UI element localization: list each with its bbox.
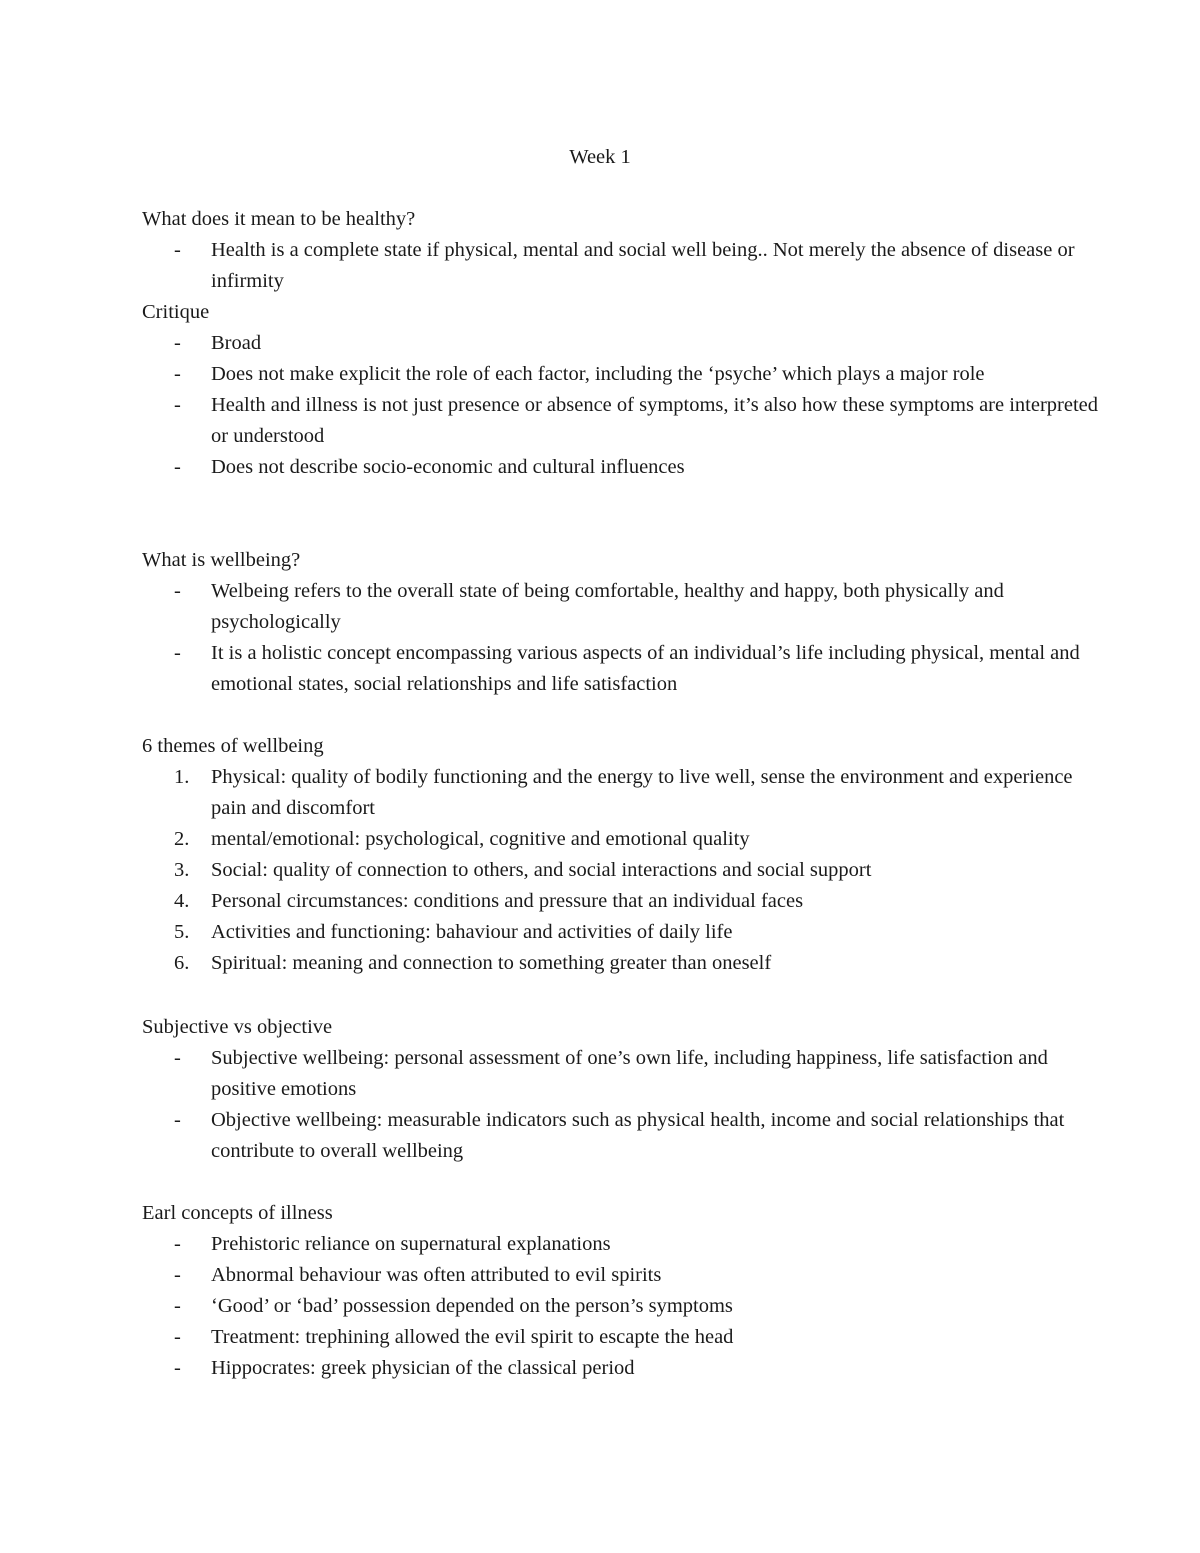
bullet-marker: - (174, 580, 181, 602)
list-item-text: mental/emotional: psychological, cognitive and emotional quality (211, 828, 750, 850)
section-heading: 6 themes of wellbeing (142, 735, 324, 757)
list-item-text: Activities and functioning: bahaviour and activities of daily life (211, 921, 733, 943)
number-marker: 3. (174, 859, 190, 881)
list-item (142, 1291, 1102, 1322)
list-item-text: Health is a complete state if physical, mental and social well being.. Not merely the absence of disease or infirmity (211, 239, 1075, 292)
list-item-text: Health and illness is not just presence or absence of symptoms, it’s also how these symptoms are interpreted or understood (211, 394, 1099, 447)
section-early-concepts (142, 1198, 1102, 1384)
bullet-marker: - (174, 1109, 181, 1131)
list-item (142, 1229, 1102, 1260)
list-item (142, 328, 1102, 359)
section-wellbeing (142, 545, 1102, 700)
section-heading: Critique (142, 301, 210, 323)
bullet-marker: - (174, 1295, 181, 1317)
list-item (142, 1260, 1102, 1291)
list-item-text: Does not describe socio-economic and cultural influences (211, 456, 685, 478)
number-marker: 6. (174, 952, 190, 974)
section-heading: What is wellbeing? (142, 549, 301, 571)
bullet-marker: - (174, 332, 181, 354)
list-item (142, 1043, 1102, 1105)
list-item-text: Prehistoric reliance on supernatural explanations (211, 1233, 611, 1255)
number-marker: 2. (174, 828, 190, 850)
bullet-marker: - (174, 1047, 181, 1069)
list-item (142, 576, 1102, 638)
list-item (142, 1322, 1102, 1353)
list-item (142, 886, 1102, 917)
list-item-text: Subjective wellbeing: personal assessment of one’s own life, including happiness, life satisfaction and positive emotions (211, 1047, 1048, 1100)
list-item-text: Welbeing refers to the overall state of being comfortable, healthy and happy, both physically and psychologically (211, 580, 1004, 633)
bullet-marker: - (174, 363, 181, 385)
bullet-marker: - (174, 239, 181, 261)
list-item-text: Abnormal behaviour was often attributed to evil spirits (211, 1264, 662, 1286)
list-item-text: Physical: quality of bodily functioning and the energy to live well, sense the environment and experience pain and discomfort (211, 766, 1073, 819)
list-item (142, 390, 1102, 452)
section-heading: Earl concepts of illness (142, 1202, 333, 1224)
list-item-text: Does not make explicit the role of each factor, including the ‘psyche’ which plays a major role (211, 363, 985, 385)
list-item-text: Personal circumstances: conditions and pressure that an individual faces (211, 890, 804, 912)
section-heading: Subjective vs objective (142, 1016, 333, 1038)
list-item-text: Spiritual: meaning and connection to something greater than oneself (211, 952, 772, 974)
list-item-text: Social: quality of connection to others, and social interactions and social support (211, 859, 872, 881)
section-subjective-objective (142, 1012, 1102, 1167)
list-item (142, 638, 1102, 700)
section-six-themes (142, 731, 1102, 979)
list-item (142, 1105, 1102, 1167)
section-healthy (142, 204, 1102, 297)
number-marker: 1. (174, 766, 190, 788)
bullet-marker: - (174, 642, 181, 664)
list-item (142, 917, 1102, 948)
bullet-marker: - (174, 394, 181, 416)
bullet-marker: - (174, 1326, 181, 1348)
list-item (142, 948, 1102, 979)
bullet-marker: - (174, 1233, 181, 1255)
section-heading: What does it mean to be healthy? (142, 208, 416, 230)
list-item-text: It is a holistic concept encompassing various aspects of an individual’s life including physical, mental and emotional states, social relationships and life satisfaction (211, 642, 1080, 695)
list-item (142, 824, 1102, 855)
section-critique (142, 297, 1102, 483)
list-item (142, 452, 1102, 483)
list-item-text: Objective wellbeing: measurable indicators such as physical health, income and social relationships that contribute to overall wellbeing (211, 1109, 1065, 1162)
list-item-text: Treatment: trephining allowed the evil spirit to escapte the head (211, 1326, 734, 1348)
document-title: Week 1 (569, 146, 631, 168)
bullet-marker: - (174, 1357, 181, 1379)
number-marker: 4. (174, 890, 190, 912)
bullet-marker: - (174, 1264, 181, 1286)
list-item-text: Hippocrates: greek physician of the classical period (211, 1357, 635, 1379)
number-marker: 5. (174, 921, 190, 943)
list-item (142, 855, 1102, 886)
list-item (142, 1353, 1102, 1384)
list-item-text: Broad (211, 332, 262, 354)
list-item (142, 762, 1102, 824)
list-item (142, 359, 1102, 390)
list-item (142, 235, 1102, 297)
list-item-text: ‘Good’ or ‘bad’ possession depended on the person’s symptoms (211, 1295, 733, 1317)
bullet-marker: - (174, 456, 181, 478)
